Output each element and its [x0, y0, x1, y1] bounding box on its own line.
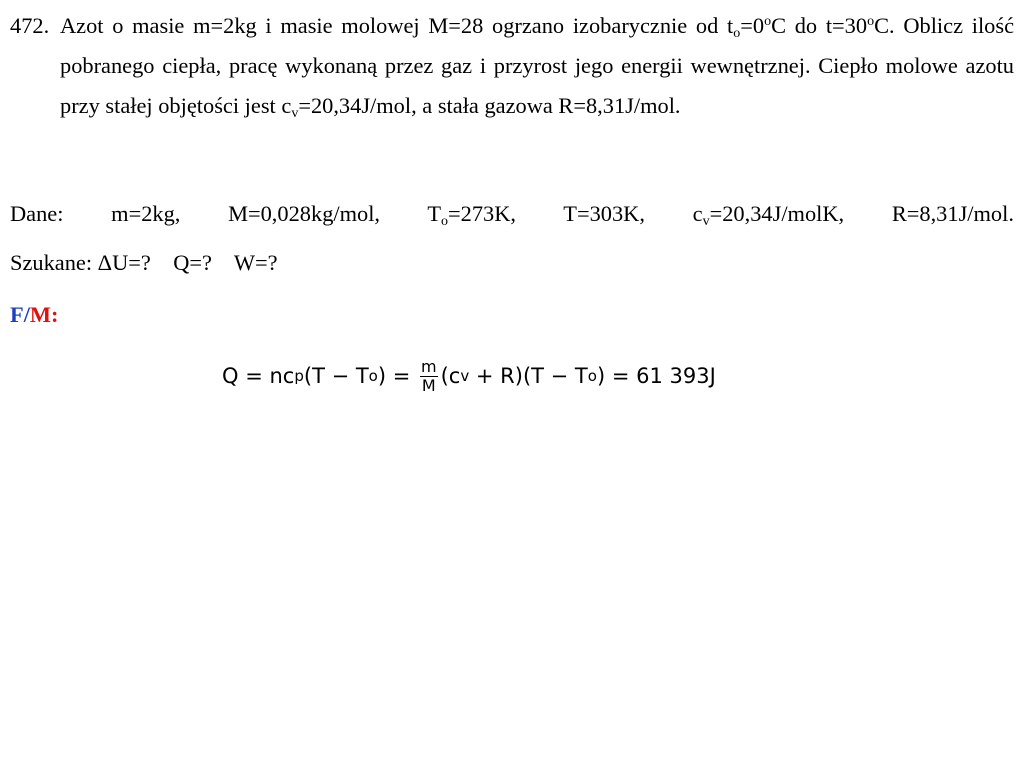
- superscript: o: [764, 14, 772, 29]
- formula-result: ) = 61 393J: [596, 364, 716, 388]
- mass-over-molar-mass-fraction: [420, 358, 438, 395]
- fm-label-m: M:: [29, 302, 59, 327]
- problem-text-part: =20,34J/mol, a stała gazowa R=8,31J/mol.: [298, 93, 681, 118]
- fraction-numerator: m: [421, 356, 437, 376]
- given-cv: $c_v=20,34J$/molK,: [692, 201, 845, 229]
- fm-label-f: F: [10, 302, 24, 327]
- problem-text-part: =0: [740, 13, 765, 38]
- given-mass: m=2kg,: [111, 201, 181, 226]
- fm-label: [10, 295, 59, 335]
- sought-quantities: Szukane: ΔU=? Q=? W=?: [10, 250, 278, 275]
- problem-text-part: C do t=30: [771, 13, 868, 38]
- formula-part: Q = nc: [222, 364, 295, 388]
- problem-text-part: Azot o masie m=2kg i masie molowej M=28 ogrzano izobarycznie od t: [60, 13, 734, 38]
- problem-number: 472.: [10, 13, 50, 38]
- problem-text-part: C. Oblicz ilość pobranego ciepła, pracę wykonaną przez gaz i przyrost jego energii wewnętrznej. Ciepło molowe azotu przy stałej objętości jest c: [60, 13, 1015, 118]
- given-molar-mass: M=0,028kg/mol,: [228, 201, 381, 226]
- heat-formula: Q = nc p (T − T o ) = $\frac{m}{M}$ (c v + R)(T − T o ) = 61 393J: [222, 352, 716, 400]
- subscript: o: [733, 26, 741, 41]
- given-label: Dane:: [10, 201, 64, 226]
- formula-part: + R)(T − T: [469, 364, 588, 388]
- problem-text: [10, 6, 1015, 126]
- given-final-temp: T=303K,: [563, 201, 645, 226]
- given-gas-constant: R=8,31J/mol.: [891, 201, 1014, 226]
- subscript: v: [291, 106, 299, 121]
- fraction-denominator: M: [421, 375, 436, 395]
- formula-part: (T − T: [303, 364, 369, 388]
- superscript: o: [867, 14, 875, 29]
- formula-part: (c: [440, 364, 461, 388]
- given-initial-temp: $T_o=273K$,: [427, 201, 516, 229]
- problem-statement: [10, 6, 1014, 126]
- given-data: [10, 194, 1014, 234]
- formula-part: ) =: [377, 364, 417, 388]
- fm-label-slash: /: [23, 302, 30, 327]
